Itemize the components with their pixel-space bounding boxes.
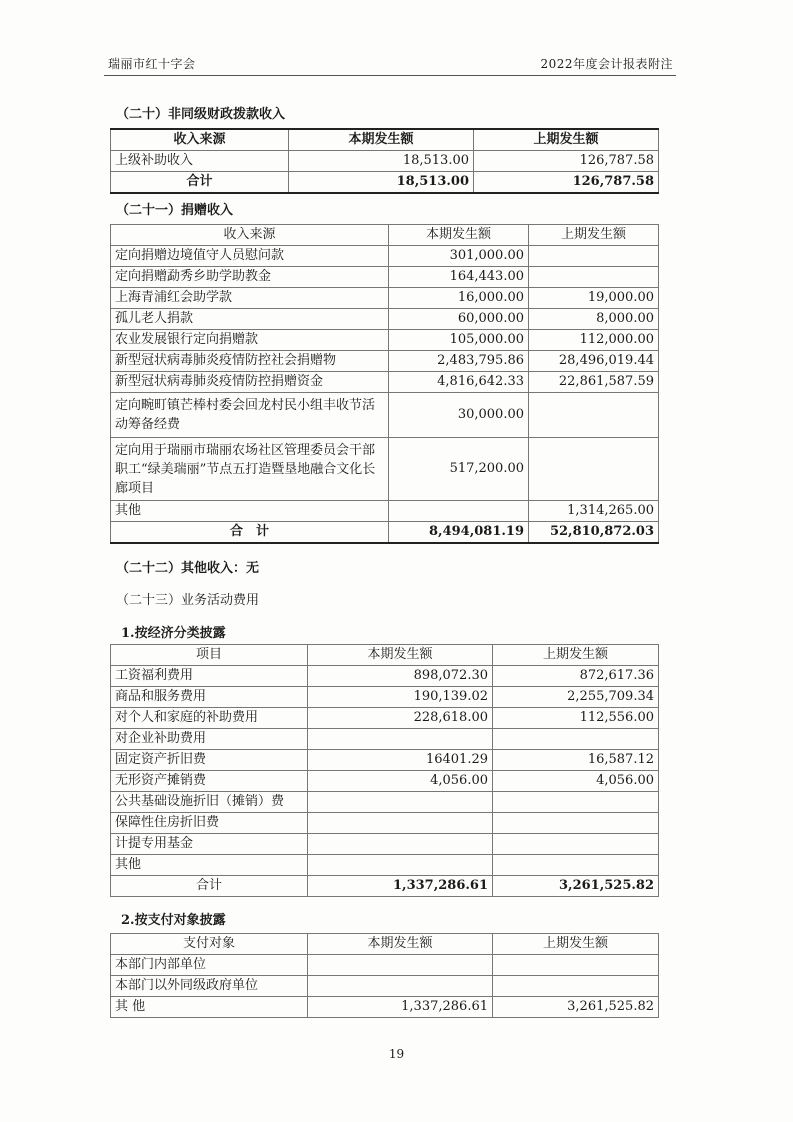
table-row bbox=[111, 288, 659, 309]
row-previous: 112,000.00 bbox=[529, 330, 659, 351]
table-total-row bbox=[111, 876, 659, 897]
row-previous: 3,261,525.82 bbox=[493, 997, 659, 1018]
header-org: 瑞丽市红十字会 bbox=[108, 57, 196, 71]
table-header-row bbox=[111, 934, 659, 955]
row-current: 60,000.00 bbox=[389, 309, 529, 330]
row-current: 4,816,642.33 bbox=[389, 372, 529, 393]
row-previous: 126,787.58 bbox=[474, 151, 659, 172]
row-previous bbox=[493, 792, 659, 813]
row-name: 无形资产摊销费 bbox=[111, 771, 308, 792]
row-current: 105,000.00 bbox=[389, 330, 529, 351]
row-current: 301,000.00 bbox=[389, 246, 529, 267]
table-row bbox=[111, 771, 659, 792]
table-row bbox=[111, 976, 659, 997]
row-previous bbox=[529, 267, 659, 288]
table-row bbox=[111, 813, 659, 834]
row-current bbox=[389, 501, 529, 522]
row-current: 228,618.00 bbox=[308, 708, 493, 729]
table-row bbox=[111, 729, 659, 750]
row-previous: 8,000.00 bbox=[529, 309, 659, 330]
table-row bbox=[111, 330, 659, 351]
table-row bbox=[111, 267, 659, 288]
row-name: 上海青浦红会助学款 bbox=[111, 288, 389, 309]
row-name: 公共基础设施折旧（摊销）费 bbox=[111, 792, 308, 813]
table-expense-by-economic-class bbox=[110, 644, 659, 897]
total-label: 合 计 bbox=[111, 522, 389, 544]
table-header-row bbox=[111, 645, 659, 666]
col-header: 本期发生额 bbox=[389, 225, 529, 246]
table-total-row bbox=[111, 522, 659, 544]
row-current: 16401.29 bbox=[308, 750, 493, 771]
header-rule bbox=[104, 75, 676, 76]
row-name: 对企业补助费用 bbox=[111, 729, 308, 750]
row-previous: 19,000.00 bbox=[529, 288, 659, 309]
table-row bbox=[111, 309, 659, 330]
row-name: 农业发展银行定向捐赠款 bbox=[111, 330, 389, 351]
row-previous bbox=[493, 729, 659, 750]
row-previous bbox=[529, 246, 659, 267]
row-current bbox=[308, 976, 493, 997]
col-header: 上期发生额 bbox=[529, 225, 659, 246]
table-row bbox=[111, 708, 659, 729]
row-current: 1,337,286.61 bbox=[308, 997, 493, 1018]
row-previous: 2,255,709.34 bbox=[493, 687, 659, 708]
total-label: 合计 bbox=[111, 876, 308, 897]
table-row bbox=[111, 997, 659, 1018]
row-name: 本部门以外同级政府单位 bbox=[111, 976, 308, 997]
row-current: 190,139.02 bbox=[308, 687, 493, 708]
row-current bbox=[308, 792, 493, 813]
row-current: 164,443.00 bbox=[389, 267, 529, 288]
row-previous: 16,587.12 bbox=[493, 750, 659, 771]
row-previous: 22,861,587.59 bbox=[529, 372, 659, 393]
table-donation-income bbox=[110, 224, 659, 544]
col-header: 收入来源 bbox=[111, 129, 289, 151]
row-current: 2,483,795.86 bbox=[389, 351, 529, 372]
row-name: 本部门内部单位 bbox=[111, 955, 308, 976]
col-header: 项目 bbox=[111, 645, 308, 666]
row-name: 上级补助收入 bbox=[111, 151, 289, 172]
row-current bbox=[308, 729, 493, 750]
section-23-part1-title: 1.按经济分类披露 bbox=[121, 626, 226, 641]
table-row bbox=[111, 438, 659, 501]
col-header: 本期发生额 bbox=[289, 129, 474, 151]
col-header: 支付对象 bbox=[111, 934, 308, 955]
section-23-part2-title: 2.按支付对象披露 bbox=[121, 913, 226, 928]
total-previous: 3,261,525.82 bbox=[493, 876, 659, 897]
row-name: 对个人和家庭的补助费用 bbox=[111, 708, 308, 729]
row-name: 新型冠状病毒肺炎疫情防控捐赠资金 bbox=[111, 372, 389, 393]
col-header: 上期发生额 bbox=[493, 645, 659, 666]
col-header: 收入来源 bbox=[111, 225, 389, 246]
row-current bbox=[308, 834, 493, 855]
page-number: 19 bbox=[388, 1047, 405, 1061]
table-row bbox=[111, 351, 659, 372]
table-row bbox=[111, 151, 659, 172]
header-doc-title: 2022年度会计报表附注 bbox=[540, 57, 673, 71]
total-previous: 126,787.58 bbox=[474, 172, 659, 194]
row-name: 其 他 bbox=[111, 997, 308, 1018]
row-name: 新型冠状病毒肺炎疫情防控社会捐赠物 bbox=[111, 351, 389, 372]
row-previous bbox=[493, 955, 659, 976]
row-name: 定向用于瑞丽市瑞丽农场社区管理委员会干部职工“绿美瑞丽”节点五打造暨垦地融合文化长廊项目 bbox=[111, 438, 389, 501]
table-total-row bbox=[111, 172, 659, 194]
table-row bbox=[111, 372, 659, 393]
table-row bbox=[111, 834, 659, 855]
total-current: 8,494,081.19 bbox=[389, 522, 529, 544]
row-name: 定向捐赠勐秀乡助学助教金 bbox=[111, 267, 389, 288]
table-row bbox=[111, 750, 659, 771]
table-header-row bbox=[111, 225, 659, 246]
row-previous: 112,556.00 bbox=[493, 708, 659, 729]
table-expense-by-payee bbox=[110, 933, 659, 1018]
table-row bbox=[111, 955, 659, 976]
row-previous bbox=[529, 393, 659, 438]
col-header: 上期发生额 bbox=[474, 129, 659, 151]
row-name: 定向捐赠边境值守人员慰问款 bbox=[111, 246, 389, 267]
table-row bbox=[111, 393, 659, 438]
row-name: 定向畹町镇芒棒村委会回龙村民小组丰收节活动筹备经费 bbox=[111, 393, 389, 438]
col-header: 本期发生额 bbox=[308, 934, 493, 955]
section-21-title: （二十一）捐赠收入 bbox=[116, 203, 234, 218]
row-current: 16,000.00 bbox=[389, 288, 529, 309]
row-name: 其他 bbox=[111, 501, 389, 522]
total-previous: 52,810,872.03 bbox=[529, 522, 659, 544]
row-previous: 28,496,019.44 bbox=[529, 351, 659, 372]
table-row bbox=[111, 792, 659, 813]
table-row bbox=[111, 855, 659, 876]
row-name: 孤儿老人捐款 bbox=[111, 309, 389, 330]
row-current: 517,200.00 bbox=[389, 438, 529, 501]
total-label: 合计 bbox=[111, 172, 289, 194]
row-name: 其他 bbox=[111, 855, 308, 876]
section-23-title: （二十三）业务活动费用 bbox=[116, 593, 260, 608]
col-header: 上期发生额 bbox=[493, 934, 659, 955]
row-current: 30,000.00 bbox=[389, 393, 529, 438]
row-current bbox=[308, 855, 493, 876]
total-current: 18,513.00 bbox=[289, 172, 474, 194]
row-previous: 4,056.00 bbox=[493, 771, 659, 792]
total-current: 1,337,286.61 bbox=[308, 876, 493, 897]
col-header: 本期发生额 bbox=[308, 645, 493, 666]
row-previous bbox=[493, 813, 659, 834]
table-row bbox=[111, 666, 659, 687]
table-row bbox=[111, 501, 659, 522]
row-name: 工资福利费用 bbox=[111, 666, 308, 687]
row-previous bbox=[529, 438, 659, 501]
row-previous bbox=[493, 855, 659, 876]
row-name: 计提专用基金 bbox=[111, 834, 308, 855]
row-previous bbox=[493, 834, 659, 855]
table-row bbox=[111, 687, 659, 708]
row-current bbox=[308, 955, 493, 976]
row-name: 固定资产折旧费 bbox=[111, 750, 308, 771]
row-name: 保障性住房折旧费 bbox=[111, 813, 308, 834]
row-previous: 872,617.36 bbox=[493, 666, 659, 687]
row-current: 18,513.00 bbox=[289, 151, 474, 172]
row-current: 4,056.00 bbox=[308, 771, 493, 792]
section-20-title: （二十）非同级财政拨款收入 bbox=[116, 107, 286, 122]
table-nonsame-level-income bbox=[110, 128, 659, 194]
row-current bbox=[308, 813, 493, 834]
row-previous: 1,314,265.00 bbox=[529, 501, 659, 522]
row-current: 898,072.30 bbox=[308, 666, 493, 687]
row-previous bbox=[493, 976, 659, 997]
row-name: 商品和服务费用 bbox=[111, 687, 308, 708]
table-row bbox=[111, 246, 659, 267]
section-22-title: （二十二）其他收入：无 bbox=[116, 561, 260, 576]
table-header-row bbox=[111, 129, 659, 151]
